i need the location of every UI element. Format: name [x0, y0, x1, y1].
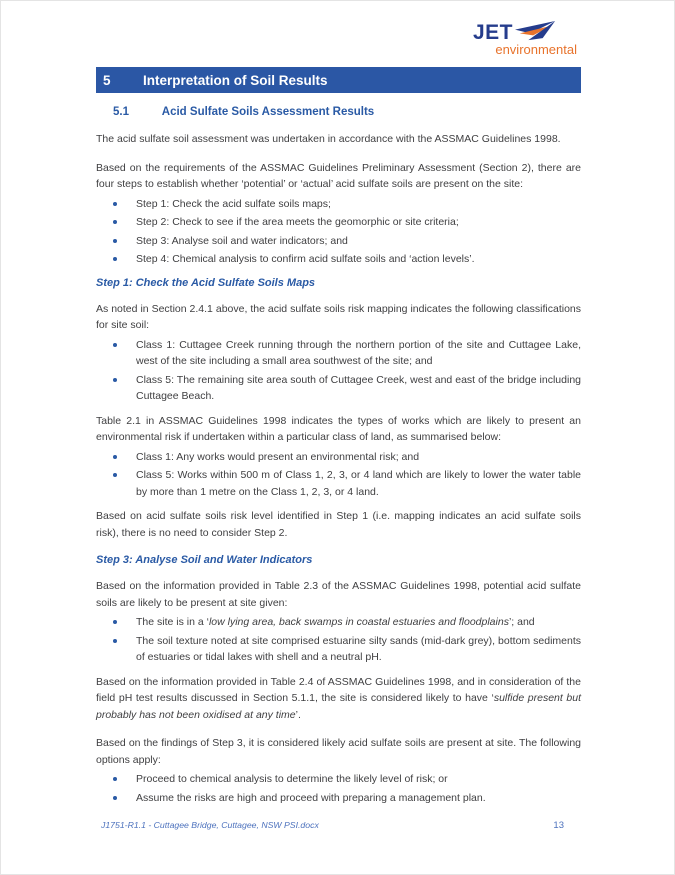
list-item	[96, 337, 581, 370]
list-item	[96, 233, 581, 250]
bullet-icon	[113, 257, 117, 261]
list-item-text: Class 5: The remaining site area south of Cuttagee Creek, west and east of the bridge including Cuttagee Beach.	[136, 373, 581, 402]
list-item	[96, 196, 581, 213]
logo-wordmark	[473, 22, 557, 43]
paragraph-risk-mapping: As noted in Section 2.4.1 above, the acid sulfate soils risk mapping indicates the following classifications for site soil:	[96, 302, 581, 331]
subsection-title: Acid Sulfate Soils Assessment Results	[161, 106, 375, 118]
logo-jet-text: JET	[472, 21, 513, 44]
list-item-text: The soil texture noted at site comprised estuarine silty sands (mid-dark grey), bottom sediments of estuaries or tidal lakes with shell and a neutral pH.	[136, 634, 581, 663]
bullet-icon	[113, 620, 117, 624]
document-page	[1, 1, 674, 874]
list-item-text: Proceed to chemical analysis to determine the likely level of risk; or	[136, 773, 448, 785]
paragraph-table23: Based on the information provided in Table 2.3 of the ASSMAC Guidelines 1998, potential acid sulfate soils are likely to be present at site given:	[96, 580, 581, 609]
list-item-text: Step 4: Chemical analysis to confirm acid sulfate soils and ‘action levels’.	[136, 253, 475, 265]
list-item-text: Class 5: Works within 500 m of Class 1, 2, 3, or 4 land which are likely to lower the water table by more than 1 metre on the Class 1, 2, 3, or 4 land.	[136, 469, 581, 498]
list-item-text: Step 3: Analyse soil and water indicators; and	[136, 234, 348, 247]
subsection-number: 5.1	[113, 106, 129, 118]
list-works-risk	[96, 449, 581, 501]
paragraph-assessment-intro: The acid sulfate soil assessment was undertaken in accordance with the ASSMAC Guidelines 1998.	[96, 133, 561, 145]
page-footer	[1, 820, 675, 840]
bullet-icon	[113, 777, 117, 781]
paragraph-step2-not-needed: Based on acid sulfate soils risk level identified in Step 1 (i.e. mapping indicates an acid sulfate soils risk), there is no need to consider Step 2.	[96, 510, 581, 539]
bullet-icon	[113, 343, 117, 347]
paragraph-table21: Table 2.1 in ASSMAC Guidelines 1998 indicates the types of works which are likely to present an environmental risk if undertaken within a particular class of land, as summarised below:	[96, 414, 581, 443]
list-item-text: Step 1: Check the acid sulfate soils maps;	[136, 197, 331, 210]
paper-plane-icon	[515, 21, 557, 42]
list-item	[96, 372, 581, 405]
logo-environmental-text: environmental	[495, 42, 577, 57]
list-item-italic-text: low lying area, back swamps in coastal estuaries and floodplains	[208, 616, 509, 628]
step3-heading: Step 3: Analyse Soil and Water Indicators	[96, 554, 313, 566]
bullet-icon	[113, 378, 117, 382]
paragraph-text: Based on the information provided in Table 2.4 of ASSMAC Guidelines 1998, and in consideration of the field pH test results discussed in Section 5.1.1, the site is considered likely to have ‘	[96, 675, 581, 704]
bullet-icon	[113, 239, 117, 243]
document-body	[96, 67, 581, 814]
jet-environmental-logo	[473, 22, 577, 56]
list-item	[96, 251, 581, 268]
bullet-icon	[113, 202, 117, 206]
section-title: Interpretation of Soil Results	[143, 72, 328, 88]
list-item	[96, 449, 581, 466]
bullet-icon	[113, 473, 117, 477]
list-item	[96, 214, 581, 231]
list-item	[96, 790, 581, 807]
paragraph-step3-findings: Based on the findings of Step 3, it is considered likely acid sulfate soils are present at site. The following options apply:	[96, 737, 581, 766]
list-site-indicators	[96, 614, 581, 666]
list-item-text: Step 2: Check to see if the area meets the geomorphic or site criteria;	[136, 216, 459, 228]
bullet-icon	[113, 220, 117, 224]
list-item-text: ’; and	[508, 616, 535, 628]
paragraph-table24	[96, 674, 581, 724]
subsection-heading	[96, 105, 581, 119]
section-heading	[96, 67, 581, 93]
list-item	[96, 633, 581, 666]
paragraph-text: ’.	[295, 708, 301, 721]
list-item	[96, 771, 581, 788]
list-item-text: The site is in a ‘	[136, 616, 209, 628]
list-item-text: Class 1: Cuttagee Creek running through the northern portion of the site and Cuttagee Lake, west of the site including a small area southwest of the site; and	[136, 338, 581, 367]
list-classifications	[96, 337, 581, 405]
list-item-text: Assume the risks are high and proceed with preparing a management plan.	[136, 791, 486, 804]
section-number: 5	[103, 72, 111, 88]
step1-heading: Step 1: Check the Acid Sulfate Soils Maps	[96, 276, 316, 289]
paragraph-assmac-steps-intro: Based on the requirements of the ASSMAC Guidelines Preliminary Assessment (Section 2), there are four steps to establish whether ‘potential’ or ‘actual’ acid sulfate soils are present on the site:	[96, 161, 581, 190]
list-item	[96, 614, 581, 631]
page-number: 13	[553, 820, 564, 831]
list-item-text: Class 1: Any works would present an environmental risk; and	[136, 450, 420, 463]
list-assessment-steps	[96, 196, 581, 268]
bullet-icon	[113, 455, 117, 459]
bullet-icon	[113, 639, 117, 643]
list-item	[96, 467, 581, 500]
paragraph-italic-text: sulfide present but probably has not been oxidised at any time	[96, 692, 582, 721]
document-reference: J1751-R1.1 - Cuttagee Bridge, Cuttagee, NSW PSI.docx	[101, 820, 319, 830]
list-options	[96, 771, 581, 806]
bullet-icon	[113, 796, 117, 800]
